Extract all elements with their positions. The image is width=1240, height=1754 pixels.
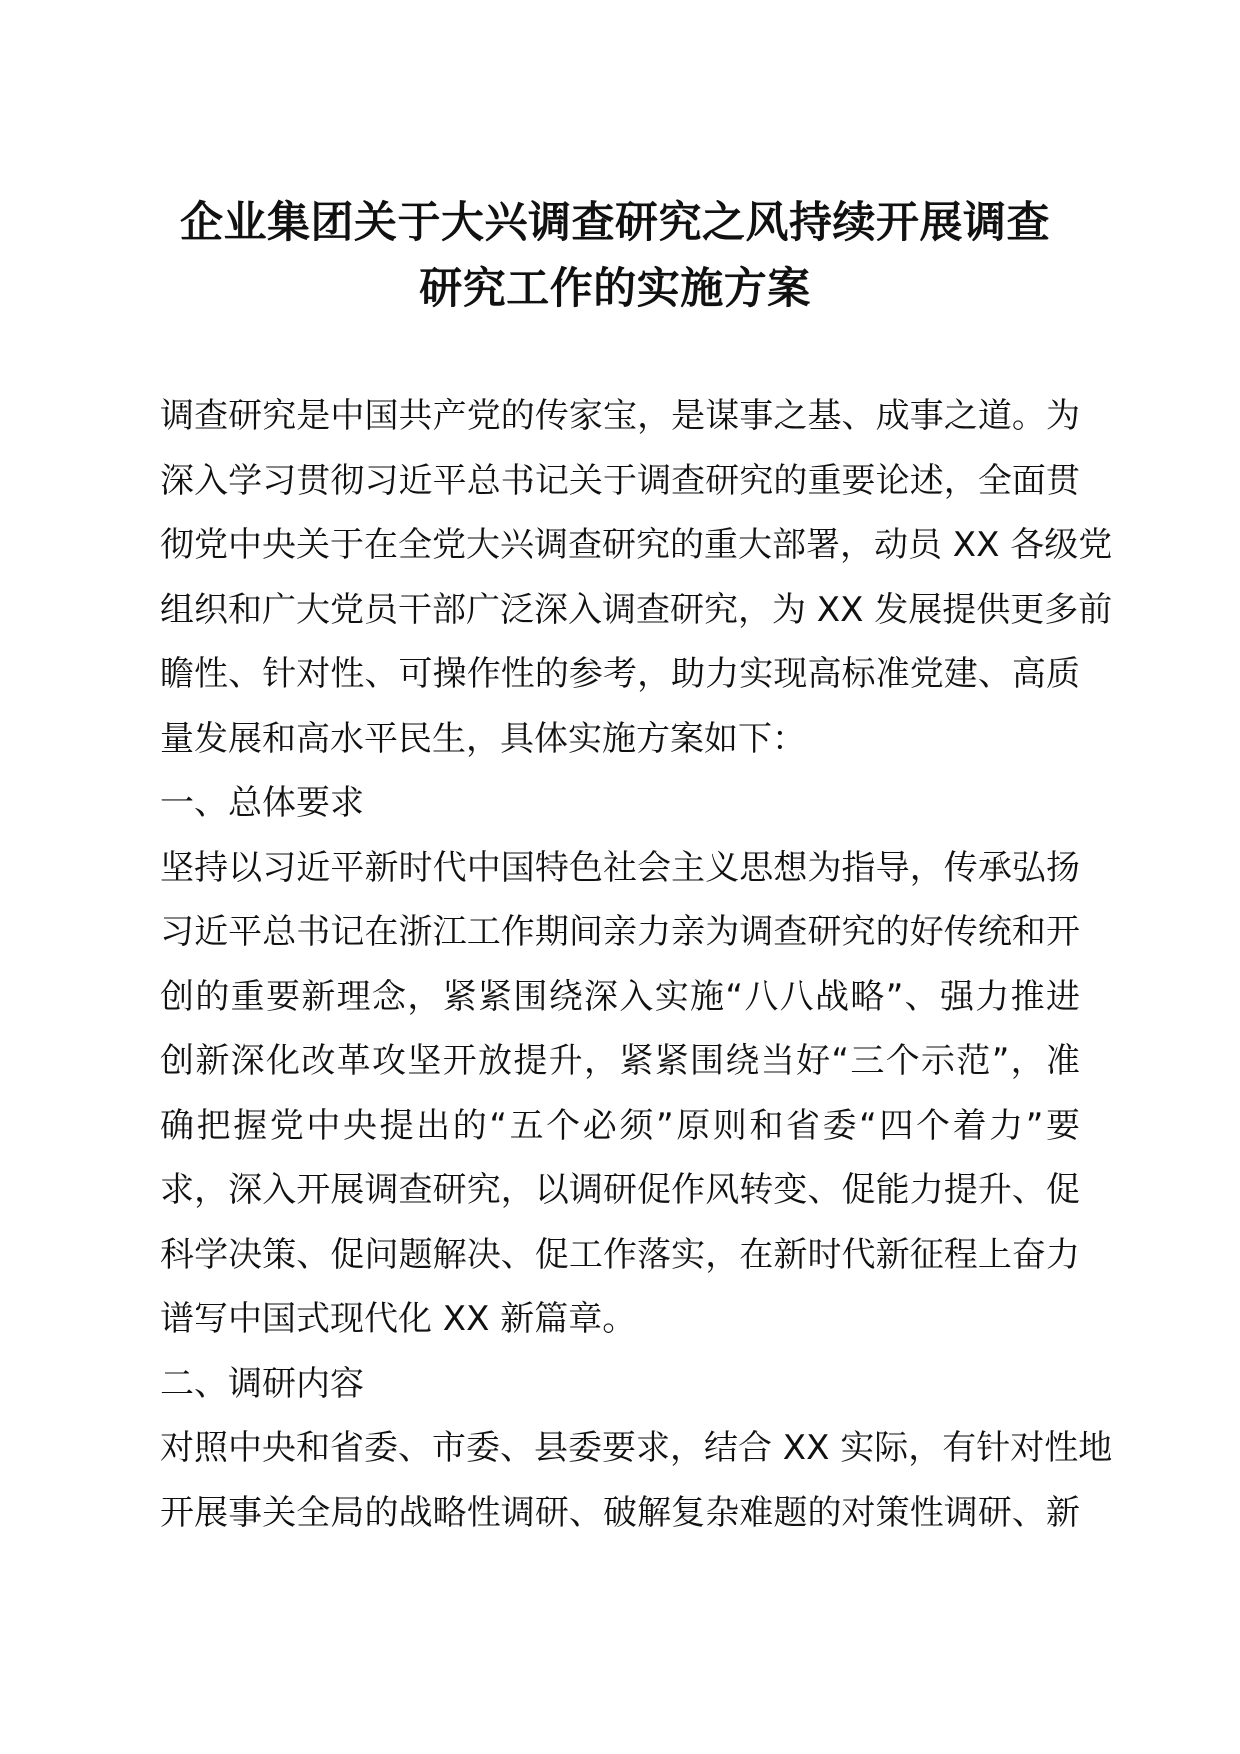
body-line: 二、调研内容 [160,1363,364,1404]
document-title [150,190,1080,322]
body-line: 调查研究是中国共产党的传家宝，是谋事之基、成事之道。为 [160,396,1080,436]
body-line: 确把握党中央提出的“五个必须”原则和省委“四个着力”要 [160,1105,1080,1146]
body-line: 组织和广大党员干部广泛深入调查研究，为 XX 发展提供更多前 [160,589,1113,630]
body-line: 谱写中国式现代化 XX 新篇章。 [160,1299,637,1339]
body-line: 求，深入开展调查研究，以调研促作风转变、促能力提升、促 [160,1170,1080,1210]
body-line: 一、总体要求 [160,783,364,823]
body-line: 瞻性、针对性、可操作性的参考，助力实现高标准党建、高质 [160,654,1080,694]
body-line: 创新深化改革攻坚开放提升，紧紧围绕当好“三个示范”，准 [160,1041,1080,1081]
document-body [160,384,1113,1545]
body-line: 彻党中央关于在全党大兴调查研究的重大部署，动员 XX 各级党 [160,525,1113,565]
body-line: 量发展和高水平民生，具体实施方案如下： [160,718,806,759]
body-line: 深入学习贯彻习近平总书记关于调查研究的重要论述，全面贯 [160,460,1080,501]
title-line-1: 企业集团关于大兴调查研究之风持续开展调查 [180,198,1050,248]
body-line: 坚持以习近平新时代中国特色社会主义思想为指导，传承弘扬 [160,847,1080,888]
body-line: 对照中央和省委、市委、县委要求，结合 XX 实际，有针对性地 [160,1428,1113,1468]
body-line: 创的重要新理念，紧紧围绕深入实施“八八战略”、强力推进 [160,976,1080,1017]
body-line: 开展事关全局的战略性调研、破解复杂难题的对策性调研、新 [160,1492,1080,1533]
body-line: 习近平总书记在浙江工作期间亲力亲为调查研究的好传统和开 [160,912,1080,952]
title-line-2: 研究工作的实施方案 [419,264,811,314]
body-line: 科学决策、促问题解决、促工作落实，在新时代新征程上奋力 [160,1234,1080,1275]
